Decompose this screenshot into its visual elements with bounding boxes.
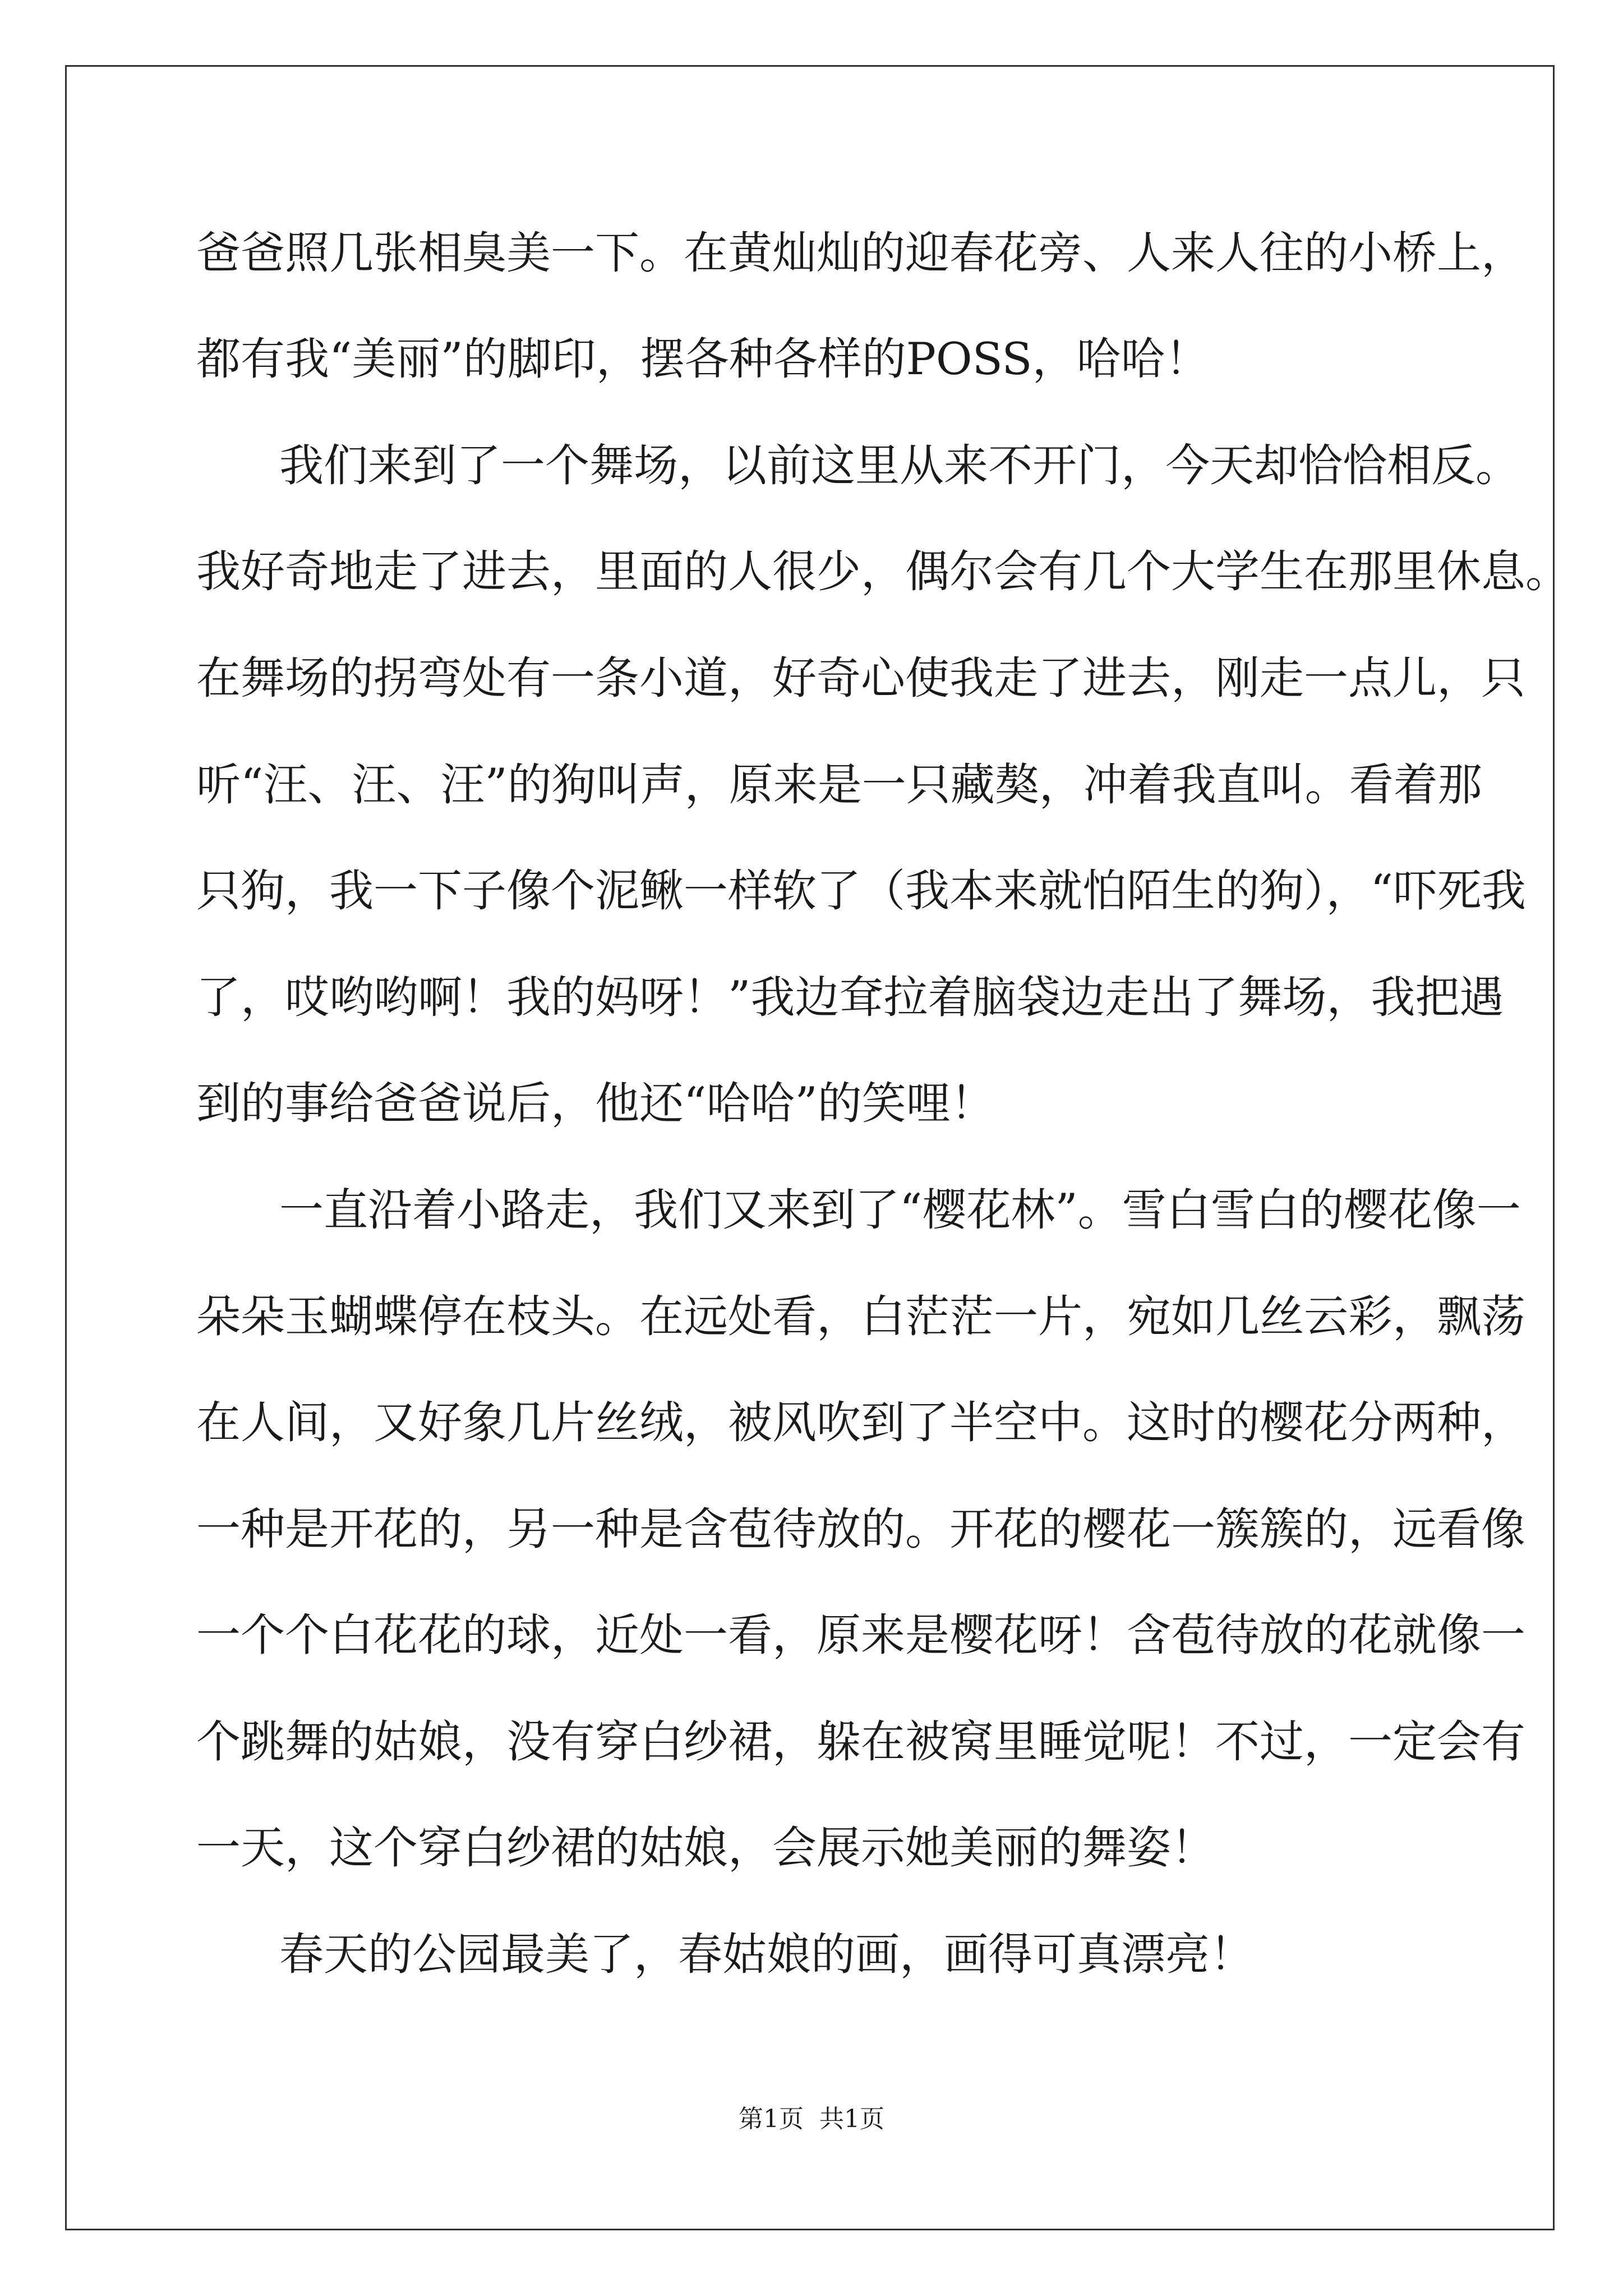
- body-line-15: 个跳舞的姑娘，没有穿白纱裙，躲在被窝里睡觉呢！不过，一定会有: [196, 1716, 1525, 1768]
- body-line-9: 到的事给爸爸说后，他还“哈哈”的笑哩！: [196, 1078, 995, 1129]
- body-line-16: 一天，这个穿白纱裙的姑娘，会展示她美丽的舞姿！: [196, 1822, 1215, 1874]
- body-line-17: 春天的公园最美了，春姑娘的画，画得可真漂亮！: [279, 1929, 1254, 1980]
- page-footer: 第1页 共1页: [739, 2105, 884, 2133]
- page-border: [65, 65, 1555, 2230]
- body-line-14: 一个个白花花的球，近处一看，原来是樱花呀！含苞待放的花就像一: [196, 1609, 1525, 1661]
- body-line-3: 我们来到了一个舞场，以前这里从来不开门，今天却恰恰相反。: [279, 440, 1520, 491]
- body-line-6: 听“汪、汪、汪”的狗叫声，原来是一只藏獒，冲着我直叫。看着那: [196, 759, 1482, 811]
- body-line-10: 一直沿着小路走，我们又来到了“樱花林”。雪白雪白的樱花像一: [279, 1184, 1521, 1236]
- body-line-1: 爸爸照几张相臭美一下。在黄灿灿的迎春花旁、人来人往的小桥上，: [196, 227, 1525, 279]
- body-line-12: 在人间，又好象几片丝绒，被风吹到了半空中。这时的樱花分两种，: [196, 1397, 1525, 1448]
- body-line-8: 了，哎哟哟啊！我的妈呀！”我边耷拉着脑袋边走出了舞场，我把遇: [196, 972, 1504, 1023]
- body-line-11: 朵朵玉蝴蝶停在枝头。在远处看，白茫茫一片，宛如几丝云彩，飘荡: [196, 1291, 1525, 1342]
- body-line-7: 只狗，我一下子像个泥鳅一样软了（我本来就怕陌生的狗），“吓死我: [196, 865, 1526, 917]
- body-line-5: 在舞场的拐弯处有一条小道，好奇心使我走了进去，刚走一点儿，只: [196, 652, 1525, 704]
- body-line-2: 都有我“美丽”的脚印，摆各种各样的POSS，哈哈！: [196, 333, 1210, 385]
- body-line-13: 一种是开花的，另一种是含苞待放的。开花的樱花一簇簇的，远看像: [196, 1503, 1525, 1555]
- body-line-4: 我好奇地走了进去，里面的人很少，偶尔会有几个大学生在那里休息。: [196, 546, 1570, 597]
